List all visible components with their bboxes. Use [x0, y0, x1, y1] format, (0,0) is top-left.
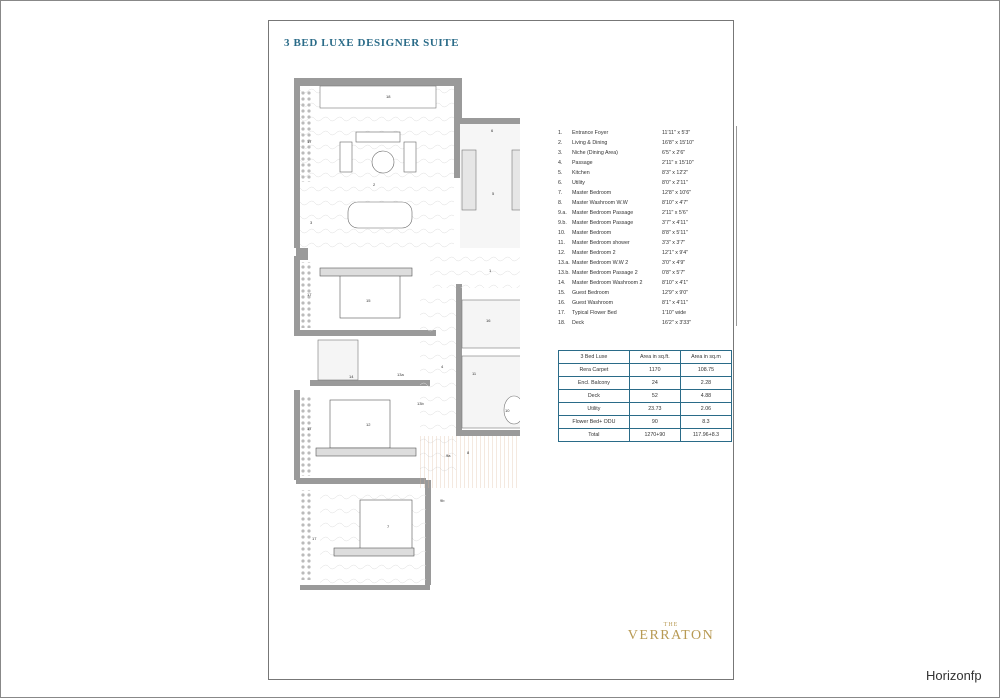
- table-row: [559, 416, 732, 429]
- room-label-2: 2: [373, 182, 376, 187]
- room-label-15: 15: [366, 298, 371, 303]
- legend-row: 17. Typical Flower Bed 1'10" wide: [558, 310, 687, 316]
- room-label-4: 4: [441, 364, 444, 369]
- table-cell: 8.3: [680, 416, 731, 429]
- room-label-11: 11: [472, 371, 477, 376]
- table-row: [559, 364, 732, 377]
- watermark: Horizonfp: [926, 668, 982, 683]
- room-label-8: 8: [467, 450, 470, 455]
- table-cell: Rera Carpet: [559, 364, 630, 377]
- room-label-17a: 17: [307, 139, 312, 144]
- room-label-14: 14: [349, 374, 354, 379]
- room-label-16: 16: [486, 318, 491, 323]
- legend-row: 7. Master Bedroom 12'8" x 10'6": [558, 190, 692, 196]
- table-cell: 52: [629, 390, 680, 403]
- room-label-7: 7: [387, 524, 390, 529]
- room-label-13a: 13a: [397, 372, 404, 377]
- room-label-1: 1: [489, 268, 492, 273]
- room-label-17b: 17: [307, 292, 312, 297]
- passage-floor: [430, 248, 520, 288]
- table-cell: 108.75: [680, 364, 731, 377]
- table-cell: 1270+90: [629, 429, 680, 442]
- table-cell: Flower Bed+ ODU: [559, 416, 630, 429]
- room-label-9b: 9b: [440, 498, 445, 503]
- table-cell: Deck: [559, 390, 630, 403]
- legend-row: 1. Entrance Foyer 11'11" x 5'3": [558, 130, 691, 136]
- room-legend: [558, 126, 737, 326]
- legend-row: 6. Utility 8'0" x 2'11": [558, 180, 688, 186]
- table-cell: Utility: [559, 403, 630, 416]
- room-label-9a: 9a: [446, 453, 451, 458]
- room-label-6: 6: [491, 128, 494, 133]
- room-label-3: 3: [310, 220, 313, 225]
- legend-row: 13.a. Master Bedroom W.W 2 3'0" x 4'9": [558, 260, 686, 266]
- area-table: [558, 350, 732, 442]
- table-row: [559, 377, 732, 390]
- table-cell: 4.88: [680, 390, 731, 403]
- bed-15: [320, 268, 412, 318]
- table-row: [559, 390, 732, 403]
- deck: [320, 86, 436, 108]
- legend-row: 13.b. Master Bedroom Passage 2 0'8" x 5'7": [558, 270, 686, 276]
- flower-bed-4: [301, 490, 313, 580]
- room-label-12: 12: [366, 422, 371, 427]
- page-title: 3 BED LUXE DESIGNER SUITE: [284, 37, 460, 49]
- table-header: Area in sq.ft.: [629, 351, 680, 364]
- table-cell: 2.06: [680, 403, 731, 416]
- legend-row: 4. Passage 2'11" x 15'10": [558, 160, 694, 166]
- room-label-18: 18: [386, 94, 391, 99]
- room-label-10: 10: [505, 408, 510, 413]
- room-label-17d: 17: [312, 536, 317, 541]
- wood-passage-floor: [420, 436, 520, 488]
- legend-row: 18. Deck 16'2" x 3'33": [558, 320, 692, 326]
- brand-logo: [596, 622, 746, 644]
- legend-row: 12. Master Bedroom 2 12'1" x 9'4": [558, 250, 689, 256]
- legend-row: 15. Guest Bedroom 12'9" x 9'0": [558, 290, 689, 296]
- flower-bed-3: [301, 396, 313, 476]
- table-row: [559, 429, 732, 442]
- floor-plan-drawing: [270, 60, 520, 600]
- legend-row: 9.a. Master Bedroom Passage 2'11" x 5'6": [558, 210, 688, 216]
- legend-row: 11. Master Bedroom shower 3'3" x 3'7": [558, 240, 686, 246]
- table-cell: 90: [629, 416, 680, 429]
- table-row: [559, 403, 732, 416]
- legend-row: 10. Master Bedroom 8'8" x 5'11": [558, 230, 688, 236]
- table-cell: 23.73: [629, 403, 680, 416]
- brand-name: VERRATON: [627, 628, 715, 643]
- brand-the: THE: [663, 622, 679, 628]
- table-cell: 1170: [629, 364, 680, 377]
- table-cell: 2.28: [680, 377, 731, 390]
- table-cell: Total: [559, 429, 630, 442]
- flower-bed-1: [301, 90, 313, 182]
- room-label-13b: 13b: [417, 401, 424, 406]
- legend-row: 16. Guest Washroom 8'1" x 4'11": [558, 300, 688, 306]
- bed-12: [316, 400, 416, 456]
- legend-row: 5. Kitchen 8'3" x 12'2": [558, 170, 689, 176]
- table-header-row: [559, 351, 732, 364]
- legend-row: 3. Niche (Dining Area) 6'5" x 2'6": [558, 150, 686, 156]
- table-header: 3 Bed Luxe: [559, 351, 630, 364]
- legend-row: 2. Living & Dining 16'8" x 15'10": [558, 140, 694, 146]
- room-label-5: 5: [492, 191, 495, 196]
- table-cell: Encl. Balcony: [559, 377, 630, 390]
- table-cell: 117.96+8.3: [680, 429, 731, 442]
- room-label-17c: 17: [307, 426, 312, 431]
- table-header: Area in sq.m: [680, 351, 731, 364]
- legend-row: 14. Master Bedroom Washroom 2 8'10" x 4'1": [558, 280, 689, 286]
- table-cell: 24: [629, 377, 680, 390]
- legend-row: 8. Master Washroom W.W 8'10" x 4'7": [558, 200, 689, 206]
- legend-row: 9.b. Master Bedroom Passage 3'7" x 4'11": [558, 220, 688, 226]
